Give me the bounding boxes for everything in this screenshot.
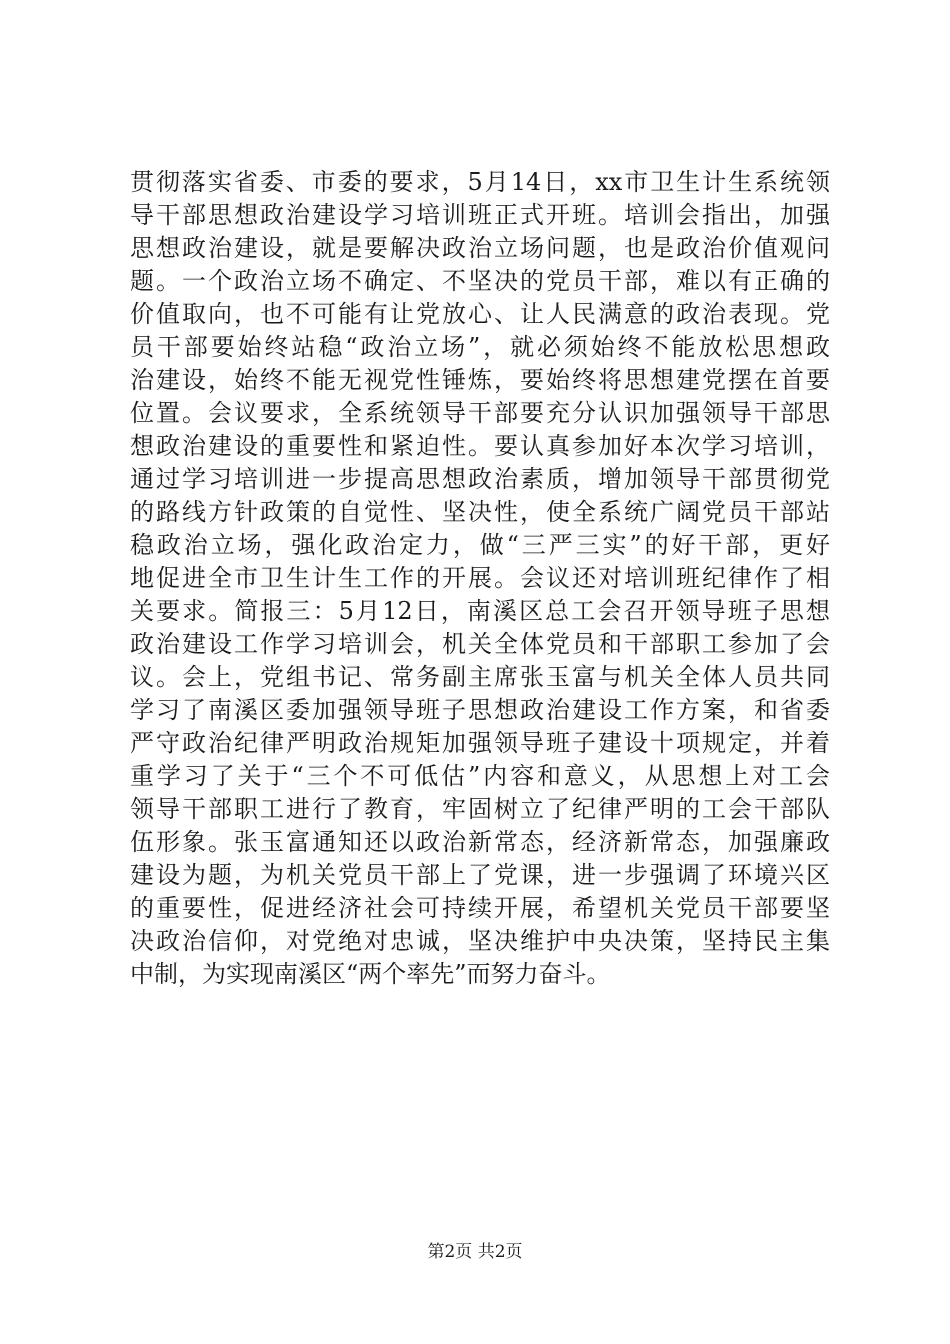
text-line: 决政治信仰，对党绝对忠诚，坚决维护中央决策，坚持民主集 bbox=[130, 927, 830, 955]
text-line: 学习了南溪区委加强领导班子思想政治建设工作方案，和省委 bbox=[130, 696, 830, 724]
text-line: 严守政治纪律严明政治规矩加强领导班子建设十项规定，并着 bbox=[130, 729, 830, 757]
text-line: 重学习了关于“三个不可低估”内容和意义，从思想上对工会 bbox=[130, 762, 830, 790]
text-line: 领导干部职工进行了教育，牢固树立了纪律严明的工会干部队 bbox=[130, 795, 830, 823]
text-line: 中制，为实现南溪区“两个率先”而努力奋斗。 bbox=[130, 960, 611, 988]
text-line: 建设为题，为机关党员干部上了党课，进一步强调了环境兴区 bbox=[130, 861, 830, 889]
text-line: 价值取向，也不可能有让党放心、让人民满意的政治表现。党 bbox=[130, 300, 830, 328]
page-number-footer: 第2页 共2页 bbox=[427, 1242, 523, 1262]
text-line: 位置。会议要求，全系统领导干部要充分认识加强领导干部思 bbox=[130, 399, 830, 427]
text-line: 想政治建设的重要性和紧迫性。要认真参加好本次学习培训， bbox=[130, 432, 830, 460]
text-line: 思想政治建设，就是要解决政治立场问题，也是政治价值观问 bbox=[130, 234, 830, 262]
body-paragraph bbox=[130, 166, 830, 991]
text-line: 治建设，始终不能无视党性锤炼，要始终将思想建党摆在首要 bbox=[130, 366, 830, 394]
text-line: 题。一个政治立场不确定、不坚决的党员干部，难以有正确的 bbox=[130, 267, 830, 295]
text-line: 的重要性，促进经济社会可持续开展，希望机关党员干部要坚 bbox=[130, 894, 830, 922]
text-line: 关要求。简报三：5月12日，南溪区总工会召开领导班子思想 bbox=[130, 597, 830, 625]
text-line: 员干部要始终站稳“政治立场”，就必须始终不能放松思想政 bbox=[130, 333, 830, 361]
text-line: 政治建设工作学习培训会，机关全体党员和干部职工参加了会 bbox=[130, 630, 830, 658]
text-line: 贯彻落实省委、市委的要求，5月14日，xx市卫生计生系统领 bbox=[130, 168, 830, 196]
text-line: 议。会上，党组书记、常务副主席张玉富与机关全体人员共同 bbox=[130, 663, 830, 691]
text-line: 的路线方针政策的自觉性、坚决性，使全系统广阔党员干部站 bbox=[130, 498, 830, 526]
text-line: 稳政治立场，强化政治定力，做“三严三实”的好干部，更好 bbox=[130, 531, 830, 559]
text-line: 伍形象。张玉富通知还以政治新常态，经济新常态，加强廉政 bbox=[130, 828, 830, 856]
text-line: 地促进全市卫生计生工作的开展。会议还对培训班纪律作了相 bbox=[130, 564, 830, 592]
text-line: 通过学习培训进一步提高思想政治素质，增加领导干部贯彻党 bbox=[130, 465, 830, 493]
text-line: 导干部思想政治建设学习培训班正式开班。培训会指出，加强 bbox=[130, 201, 830, 229]
